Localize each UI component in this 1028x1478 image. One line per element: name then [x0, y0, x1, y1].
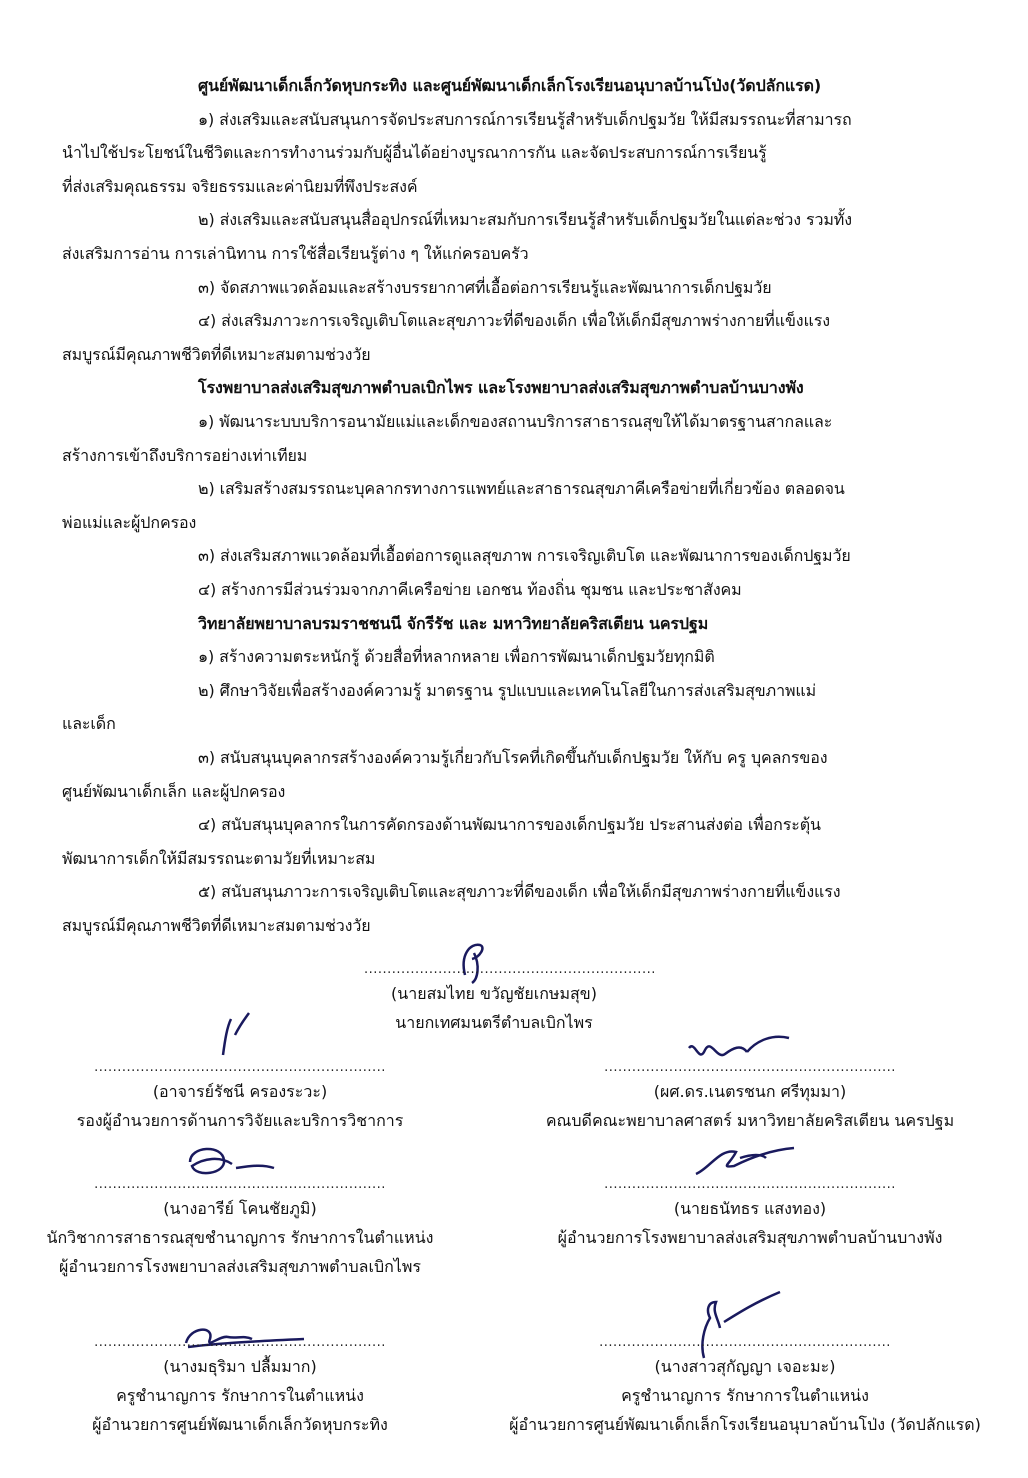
signer-name: (นายสมไทย ขวัญชัยเกษมสุข): [391, 984, 597, 1003]
section-heading: โรงพยาบาลส่งเสริมสุขภาพตำบลเบิกไพร และโรงพยาบาลส่งเสริมสุขภาพตำบลบ้านบางพัง: [198, 378, 804, 397]
paragraph-line: ๔) สนับสนุนบุคลากรในการคัดกรองด้านพัฒนาการของเด็กปฐมวัย ประสานส่งต่อ เพื่อกระตุ้น: [198, 815, 821, 834]
signer-position: ผู้อำนวยการศูนย์พัฒนาเด็กเล็กโรงเรียนอนุบาลบ้านโป่ง (วัดปลักแรด): [509, 1415, 981, 1434]
signer-position: ครูชำนาญการ รักษาการในตำแหน่ง: [116, 1386, 364, 1405]
paragraph-line: ๒) ศึกษาวิจัยเพื่อสร้างองค์ความรู้ มาตรฐาน รูปแบบและเทคโนโลยีในการส่งเสริมสุขภาพแม่: [198, 681, 817, 700]
paragraph-line: สร้างการเข้าถึงบริการอย่างเท่าเทียม: [62, 446, 308, 465]
signature-block-center-hubkrating: [10, 1335, 470, 1439]
signature-mark-nursing-college: [205, 1005, 265, 1065]
signature-block-center-banpong: [470, 1335, 1020, 1439]
signer-name: (นางอารีย์ โคนชัยภูมิ): [163, 1199, 317, 1218]
signature-line: ...............................................................: [94, 1177, 386, 1192]
signature-block-hospital-berkprai: [10, 1177, 470, 1281]
signature-line: ...............................................................: [94, 1060, 386, 1075]
signer-position: คณบดีคณะพยาบาลศาสตร์ มหาวิทยาลัยคริสเตียน นครปฐม: [545, 1111, 955, 1130]
signature-block-christian-university: [505, 1060, 995, 1135]
signature-mark-hospital-bangphang: [690, 1138, 820, 1182]
signature-line: ...............................................................: [604, 1060, 896, 1075]
paragraph-line: สมบูรณ์มีคุณภาพชีวิตที่ดีเหมาะสมตามช่วงวัย: [62, 345, 371, 364]
signer-position: นักวิชาการสาธารณสุขชำนาญการ รักษาการในตำแหน่ง: [46, 1228, 434, 1247]
paragraph-line: ๑) สร้างความตระหนักรู้ ด้วยสื่อที่หลากหลาย เพื่อการพัฒนาเด็กปฐมวัยทุกมิติ: [198, 647, 715, 666]
signer-name: (นายธนัทธร แสงทอง): [673, 1199, 827, 1218]
signature-block-hospital-bangphang: [505, 1177, 995, 1252]
paragraph-line: พ่อแม่และผู้ปกครอง: [62, 513, 197, 532]
paragraph-line: สมบูรณ์มีคุณภาพชีวิตที่ดีเหมาะสมตามช่วงวัย: [62, 916, 371, 935]
paragraph-line: ๕) สนับสนุนภาวะการเจริญเติบโตและสุขภาวะที่ดีของเด็ก เพื่อให้เด็กมีสุขภาพร่างกายที่แข็งแรง: [198, 882, 841, 901]
signer-position: ผู้อำนวยการศูนย์พัฒนาเด็กเล็กวัดหุบกระทิง: [92, 1415, 388, 1434]
paragraph-line: ส่งเสริมการอ่าน การเล่านิทาน การใช้สื่อเรียนรู้ต่าง ๆ ให้แก่ครอบครัว: [62, 244, 529, 263]
signer-name: (นางมธุริมา ปลื้มมาก): [163, 1357, 317, 1376]
paragraph-line: ๓) จัดสภาพแวดล้อมและสร้างบรรยากาศที่เอื้อต่อการเรียนรู้และพัฒนาการเด็กปฐมวัย: [198, 278, 772, 297]
paragraph-line: ๑) พัฒนาระบบบริการอนามัยแม่และเด็กของสถานบริการสาธารณสุขให้ได้มาตรฐานสากลและ: [198, 412, 833, 431]
paragraph-line: พัฒนาการเด็กให้มีสมรรถนะตามวัยที่เหมาะสม: [62, 849, 376, 868]
signature-block-nursing-college: [30, 1060, 450, 1135]
section-heading: ศูนย์พัฒนาเด็กเล็กวัดหุบกระทิง และศูนย์พัฒนาเด็กเล็กโรงเรียนอนุบาลบ้านโป่ง(วัดปลักแรด): [198, 76, 822, 95]
paragraph-line: นำไปใช้ประโยชน์ในชีวิตและการทำงานร่วมกับผู้อื่นได้อย่างบูรณาการกัน และจัดประสบการณ์การเรียนรู้: [62, 143, 767, 162]
paragraph-line: ๒) ส่งเสริมและสนับสนุนสื่ออุปกรณ์ที่เหมาะสมกับการเรียนรู้สำหรับเด็กปฐมวัยในแต่ละช่วง รวมทั้ง: [198, 210, 852, 229]
paragraph-line: ๓) ส่งเสริมสภาพแวดล้อมที่เอื้อต่อการดูแลสุขภาพ การเจริญเติบโต และพัฒนาการของเด็กปฐมวัย: [198, 546, 851, 565]
paragraph-line: ๔) ส่งเสริมภาวะการเจริญเติบโตและสุขภาวะที่ดีของเด็ก เพื่อให้เด็กมีสุขภาพร่างกายที่แข็งแรง: [198, 311, 830, 330]
paragraph-line: ๓) สนับสนุนบุคลากรสร้างองค์ความรู้เกี่ยวกับโรคที่เกิดขึ้นกับเด็กปฐมวัย ให้กับ ครู บุคลกรของ: [198, 748, 828, 767]
signer-position: ผู้อำนวยการโรงพยาบาลส่งเสริมสุขภาพตำบลบ้านบางพัง: [557, 1228, 943, 1247]
paragraph-line: ศูนย์พัฒนาเด็กเล็ก และผู้ปกครอง: [62, 782, 286, 801]
signer-position: รองผู้อำนวยการด้านการวิจัยและบริการวิชาการ: [76, 1111, 404, 1130]
paragraph-line: ๔) สร้างการมีส่วนร่วมจากภาคีเครือข่าย เอกชน ท้องถิ่น ชุมชน และประชาสังคม: [198, 580, 742, 599]
signature-line: ...............................................................: [599, 1335, 891, 1350]
signer-position: นายกเทศมนตรีตำบลเบิกไพร: [395, 1013, 593, 1032]
signer-name: (นางสาวสุกัญญา เจอะมะ): [654, 1357, 836, 1376]
section-heading: วิทยาลัยพยาบาลบรมราชชนนี จักรีรัช และ มหาวิทยาลัยคริสเตียน นครปฐม: [198, 614, 709, 633]
signer-position: ผู้อำนวยการโรงพยาบาลส่งเสริมสุขภาพตำบลเบิกไพร: [59, 1257, 421, 1276]
signature-line: ...............................................................: [94, 1335, 386, 1350]
paragraph-line: ๒) เสริมสร้างสมรรถนะบุคลากรทางการแพทย์และสาธารณสุขภาคีเครือข่ายที่เกี่ยวข้อง ตลอดจน: [198, 479, 845, 498]
paragraph-line: และเด็ก: [62, 714, 116, 733]
signature-line: ...............................................................: [364, 962, 656, 977]
paragraph-line: ๑) ส่งเสริมและสนับสนุนการจัดประสบการณ์การเรียนรู้สำหรับเด็กปฐมวัย ให้มีสมรรถนะที่สามารถ: [198, 110, 852, 129]
signer-name: (อาจารย์รัชนี ครองระวะ): [152, 1082, 328, 1101]
signer-position: ครูชำนาญการ รักษาการในตำแหน่ง: [621, 1386, 869, 1405]
paragraph-line: ที่ส่งเสริมคุณธรรม จริยธรรมและค่านิยมที่พึงประสงค์: [62, 177, 418, 196]
signer-name: (ผศ.ดร.เนตรชนก ศรีทุมมา): [653, 1082, 847, 1101]
signature-block-mayor: [364, 962, 656, 1037]
signature-line: ...............................................................: [604, 1177, 896, 1192]
